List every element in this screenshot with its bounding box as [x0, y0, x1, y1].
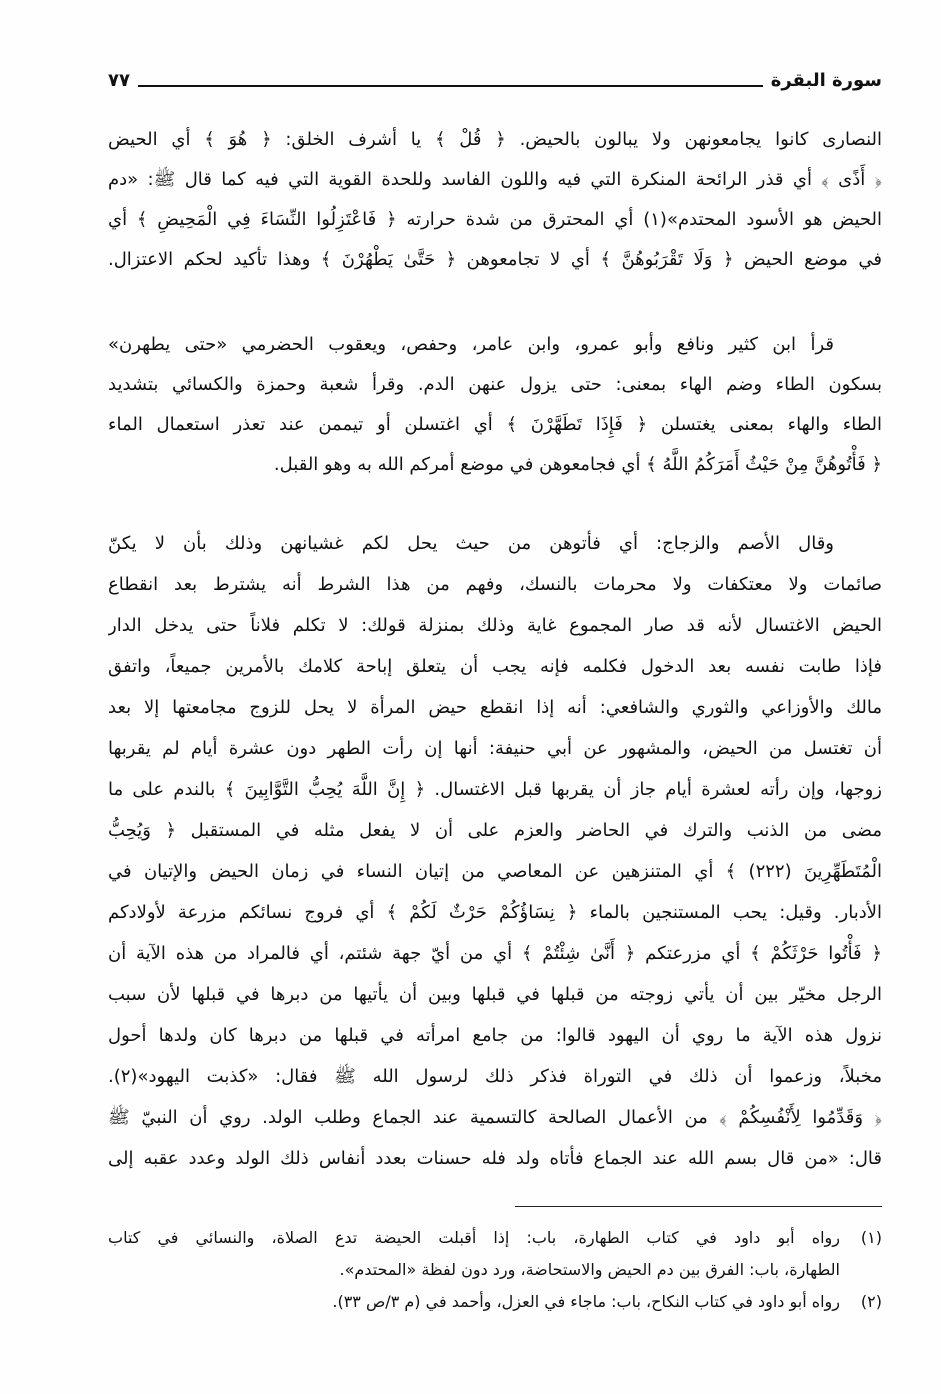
running-header [108, 64, 882, 96]
body-line: بسكون الطاء وضم الهاء بمعنى: حتى يزول عنهن الدم. وقرأ شعبة وحمزة والكسائي بتشديد [108, 374, 882, 395]
footnotes [108, 1222, 882, 1318]
body-line: الحيض الاغتسال لأنه قد صار المجموع غاية وذلك بمنزلة قولك: لا تكلم فلاناً حتى يدخل الدار [108, 615, 882, 636]
body-line: الرجل مخيّر بين أن يأتي زوجته من قبلها في قبلها وبين أن يأتيها من دبرها في قبلها لأن سبب [108, 984, 882, 1005]
page-number: ٧٧ [108, 69, 130, 91]
body-line: فإذا طابت نفسه بعد الدخول فكلمه فإنه يجب أن يتعلق إباحة كلامك بالأمرين جميعاً، واتفق [108, 656, 882, 677]
body-line: قرأ ابن كثير ونافع وأبو عمرو، وابن عامر، وحفص، ويعقوب الحضرمي «حتى يطهرن» [108, 334, 834, 355]
footnote-line: رواه أبو داود في كتاب الطهارة، باب: إذا أقبلت الحيضة تدع الصلاة، والنسائي في كتاب [108, 1228, 840, 1247]
body-line: مالك والأوزاعي والثوري والشافعي: أنه إذا انقطع حيض المرأة لا يحل للزوج مجامعتها إلا بعد [108, 697, 882, 718]
paragraph-1 [108, 120, 882, 280]
footnote-marker: (١) [860, 1228, 882, 1247]
body-line: في موضع الحيض ﴿ وَلَا تَقْرَبُوهُنَّ ﴾ أي لا تجامعوهن ﴿ حَتَّىٰ يَطْهُرْنَ ﴾ وهذا تأكيد لحكم الاعتزال. [108, 249, 882, 270]
footnote-separator [515, 1206, 882, 1207]
body-line: ﴿ فَأْتُوهُنَّ مِنْ حَيْثُ أَمَرَكُمُ اللَّهُ ﴾ أي فجامعوهن في موضع أمركم الله به وهو القبل. [273, 454, 882, 475]
body-line: مضى من الذنب والترك في الحاضر والعزم على أن لا يفعل مثله في المستقبل ﴿ وَيُحِبُّ [108, 820, 882, 841]
body-line: ﴿ وَقَدِّمُوا لِأَنْفُسِكُمْ ﴾ من الأعمال الصالحة كالتسمية عند الجماع وطلب الولد. روي أن النبيّ ﷺ [108, 1107, 882, 1128]
body-line: ﴿ أَذًى ﴾ أي قذر الرائحة المنكرة التي فيه واللون الفاسد وللحدة القوية التي فيه كما قال ﷺ: «دم [108, 169, 882, 190]
body-line: نزول هذه الآية ما روي أن اليهود قالوا: من جامع امرأته في قبلها من دبرها كان ولدها أحول [108, 1025, 882, 1046]
paragraph-2 [108, 325, 882, 485]
body-line: الأدبار. وقيل: يحب المستنجين بالماء ﴿ نِسَاؤُكُمْ حَرْثٌ لَكُمْ ﴾ أي فروج نسائكم مزرعة لأولادكم [108, 902, 882, 923]
body-line: الْمُتَطَهِّرِينَ (٢٢٢) ﴾ أي المتنزهين عن المعاصي من إتيان النساء في زمان الحيض والإتيان في [108, 861, 882, 882]
body-line: النصارى كانوا يجامعونهن ولا يبالون بالحيض. ﴿ قُلْ ﴾ يا أشرف الخلق: ﴿ هُوَ ﴾ أي الحيض [108, 129, 882, 150]
header-rule [138, 85, 763, 87]
footnote-line: رواه أبو داود في كتاب النكاح، باب: ماجاء في العزل، وأحمد في (م ٣/ص ٣٣). [332, 1292, 840, 1311]
body-line: الحيض هو الأسود المحتدم»(١) أي المحترق من شدة حرارته ﴿ فَاعْتَزِلُوا النِّسَاءَ فِي الْمَحِيضِ ﴾ أي [108, 209, 882, 230]
footnote-line: الطهارة، باب: الفرق بين دم الحيض والاستحاضة، ورد دون لفظة «المحتدم». [339, 1260, 840, 1279]
footnote-1 [108, 1222, 882, 1286]
body-line: وقال الأصم والزجاج: أي فأتوهن من حيث يحل لكم غشيانهن وذلك بأن لا يكنّ [108, 533, 834, 554]
body-line: ﴿ فَأْتُوا حَرْثَكُمْ ﴾ أي مزرعتكم ﴿ أَنَّىٰ شِئْتُمْ ﴾ أي من أيّ جهة شئتم، أي فالمراد من هذه الآية أن [108, 943, 882, 964]
body-line: الطاء والهاء بمعنى يغتسلن ﴿ فَإِذَا تَطَهَّرْنَ ﴾ أي اغتسلن أو تيممن عند تعذر استعمال الماء [108, 414, 882, 435]
paragraph-3 [108, 523, 882, 1179]
footnote-2 [108, 1286, 882, 1318]
footnote-marker: (٢) [860, 1292, 882, 1311]
body-line: أن تغتسل من الحيض، والمشهور عن أبي حنيفة: أنها إن رأت الطهر دون عشرة أيام لم يقربها [108, 738, 882, 759]
body-line: زوجها، وإن رأته لعشرة أيام جاز أن يقربها قبل الاغتسال. ﴿ إِنَّ اللَّهَ يُحِبُّ التَّوَّابِينَ ﴾ بالندم على ما [108, 779, 882, 800]
body-line: صائمات ولا معتكفات ولا محرمات بالنسك، وفهم من هذا الشرط أنه يشترط بعد انقطاع [108, 574, 882, 595]
body-line: قال: «من قال بسم الله عند الجماع فأتاه ولد فله حسنات بعدد أنفاس ذلك الولد وعدد عقبه إلى [108, 1148, 882, 1169]
surah-title: سورة البقرة [770, 69, 882, 91]
body-line: مخبلاً، وزعموا أن ذلك في التوراة فذكر ذلك لرسول الله ﷺ فقال: «كذبت اليهود»(٢). [108, 1066, 882, 1087]
